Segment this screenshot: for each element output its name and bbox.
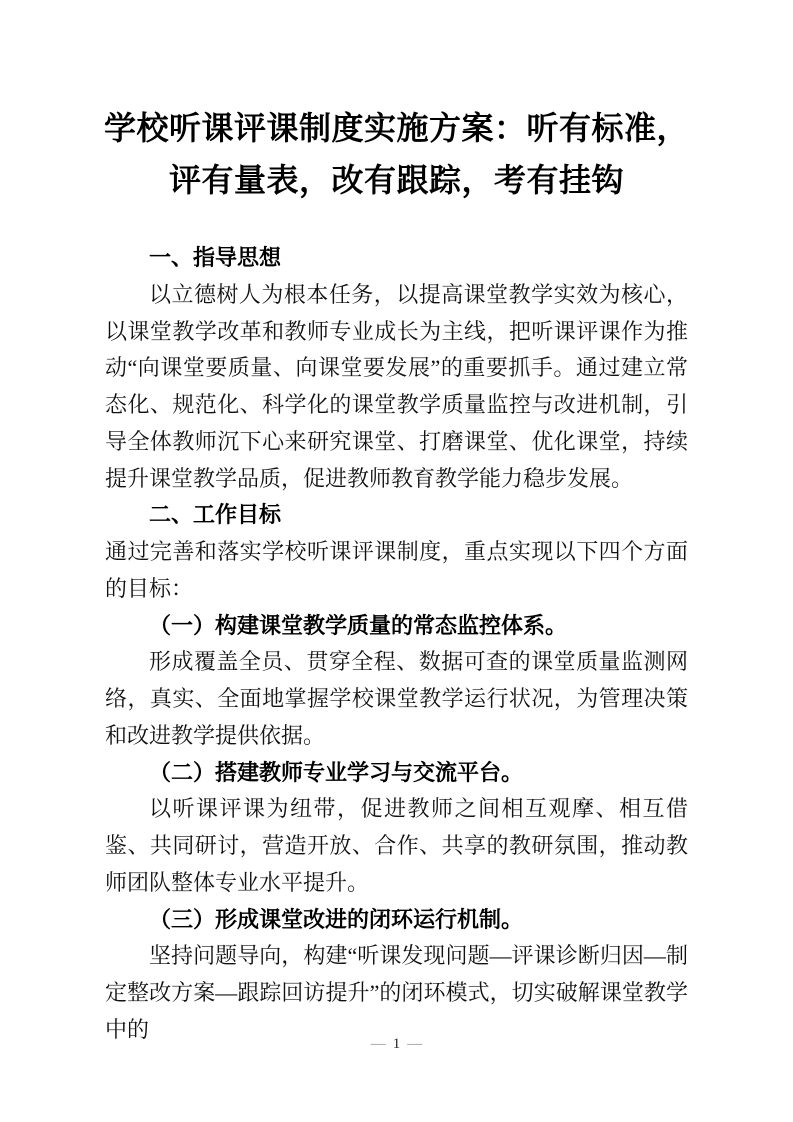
- page-footer: [0, 1033, 793, 1055]
- subheading-goal-2: （二）搭建教师专业学习与交流平台。: [149, 759, 524, 785]
- paragraph-goal-2: 以听课评课为纽带，促进教师之间相互观摩、相互借鉴、共同研讨，营造开放、合作、共享的教研氛围，推动教师团队整体专业水平提升。: [105, 796, 688, 895]
- paragraph-guiding: 以立德树人为根本任务，以提高课堂教学实效为核心，以课堂教学改革和教师专业成长为主线，把听课评课作为推动“向课堂要质量、向课堂要发展”的重要抓手。通过建立常态化、规范化、科学化的课堂教学质量监控与改进机制，引导全体教师沉下心来研究课堂、打磨课堂、优化课堂，持续提升课堂教学品质，促进教师教育教学能力稳步发展。: [105, 281, 688, 491]
- page-number-dash-left: —: [370, 1036, 386, 1052]
- paragraph-goal-3: 坚持问题导向，构建“听课发现问题—评课诊断归因—制定整改方案—跟踪回访提升”的闭环模式，切实破解课堂教学中的: [105, 943, 688, 1042]
- page-number-dash-right: —: [407, 1036, 423, 1052]
- subheading-goal-3: （三）形成课堂改进的闭环运行机制。: [149, 906, 524, 932]
- section-heading-1: 一、指导思想: [149, 245, 282, 270]
- title-line-2: 评有量表，改有跟踪，考有挂钩: [168, 162, 624, 198]
- section-heading-2: 二、工作目标: [149, 502, 282, 528]
- paragraph-goal-1: 形成覆盖全员、贯穿全程、数据可查的课堂质量监测网络，真实、全面地掌握学校课堂教学运行状况，为管理决策和改进教学提供依据。: [105, 649, 688, 748]
- page-number: 1: [392, 1036, 401, 1052]
- document-title: [0, 0, 793, 206]
- subheading-goal-1: （一）构建课堂教学质量的常态监控体系。: [149, 612, 568, 638]
- document-body: [105, 240, 688, 1049]
- title-line-1: 学校听课评课制度实施方案：听有标准，: [103, 110, 689, 146]
- paragraph-goals-intro: 通过完善和落实学校听课评课制度，重点实现以下四个方面的目标：: [105, 539, 688, 601]
